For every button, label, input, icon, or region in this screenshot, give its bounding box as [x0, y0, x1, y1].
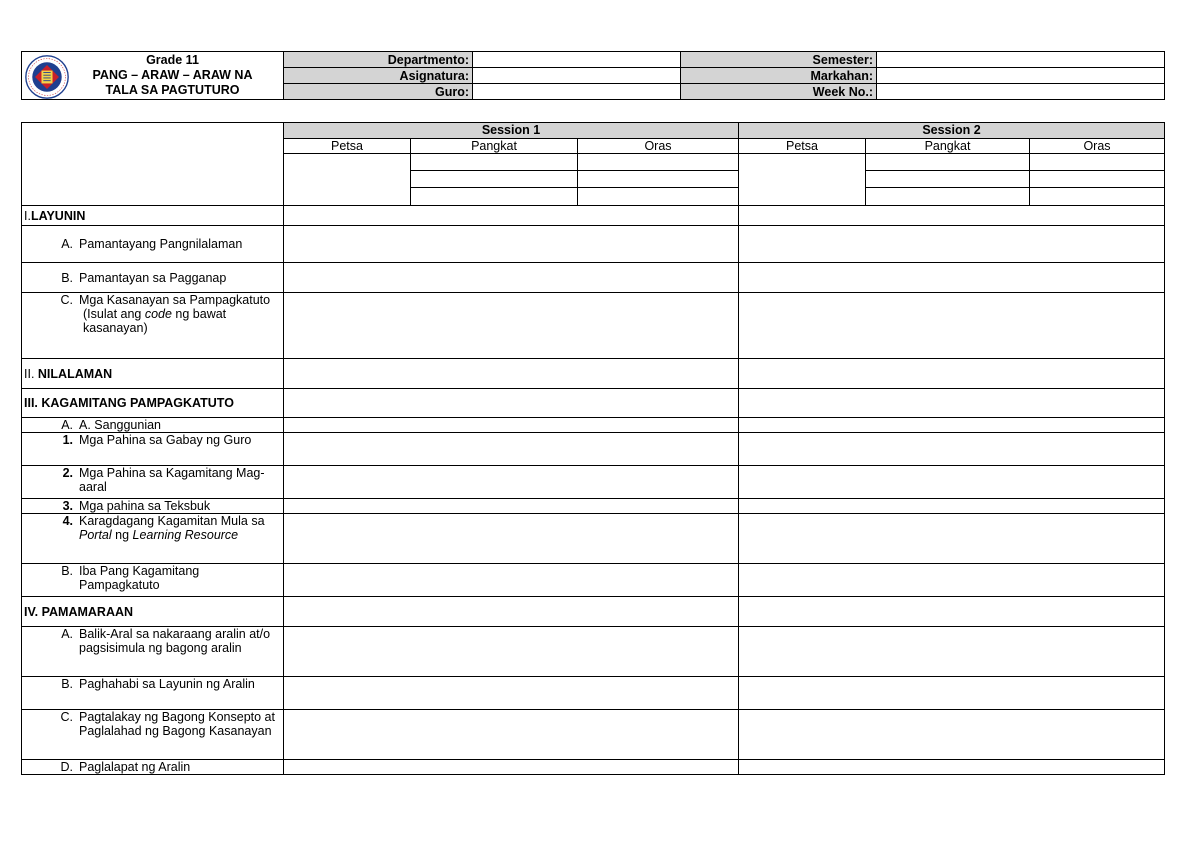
s2-oras-cell[interactable]: [1030, 188, 1165, 206]
session1-cell[interactable]: [284, 433, 739, 466]
row-sanggunian: A. A. Sanggunian: [22, 418, 284, 433]
week-label: Week No.:: [681, 84, 877, 100]
session1-cell[interactable]: [284, 206, 739, 226]
s1-oras-cell[interactable]: [578, 154, 739, 171]
row-pamantayan-sa-pagganap: B. Pamantayan sa Pagganap: [22, 263, 284, 293]
s2-oras-header: Oras: [1030, 139, 1165, 154]
title-block: [22, 52, 284, 100]
subject-label: Asignatura:: [284, 68, 473, 84]
s1-oras-cell[interactable]: [578, 188, 739, 206]
session2-cell[interactable]: [739, 499, 1165, 514]
session1-cell[interactable]: [284, 514, 739, 564]
session2-cell[interactable]: [739, 677, 1165, 710]
s1-pangkat-cell[interactable]: [411, 171, 578, 188]
session1-cell[interactable]: [284, 293, 739, 359]
semester-field[interactable]: [877, 52, 1165, 68]
session2-cell[interactable]: [739, 418, 1165, 433]
row-iba-pang-kagamitan: B. Iba Pang Kagamitang Pampagkatuto: [22, 564, 284, 597]
form-title-line2: TALA SA PAGTUTURO: [105, 83, 240, 97]
department-field[interactable]: [473, 52, 681, 68]
session2-cell[interactable]: [739, 710, 1165, 760]
section-pamamaraan: IV. PAMAMARAAN: [22, 597, 284, 627]
teacher-label: Guro:: [284, 84, 473, 100]
session2-cell[interactable]: [739, 597, 1165, 627]
session2-cell[interactable]: [739, 433, 1165, 466]
s2-petsa-header: Petsa: [739, 139, 866, 154]
s1-pangkat-cell[interactable]: [411, 188, 578, 206]
session1-cell[interactable]: [284, 499, 739, 514]
row-balik-aral: A. Balik-Aral sa nakaraang aralin at/o pagsisimula ng bagong aralin: [22, 627, 284, 677]
session1-cell[interactable]: [284, 710, 739, 760]
section-kagamitang: III. KAGAMITANG PAMPAGKATUTO: [22, 389, 284, 418]
row-paghahabi: B. Paghahabi sa Layunin ng Aralin: [22, 677, 284, 710]
session2-cell[interactable]: [739, 226, 1165, 263]
session2-cell[interactable]: [739, 263, 1165, 293]
session1-cell[interactable]: [284, 760, 739, 775]
session2-cell[interactable]: [739, 389, 1165, 418]
s2-oras-cell[interactable]: [1030, 171, 1165, 188]
week-field[interactable]: [877, 84, 1165, 100]
s2-pangkat-cell[interactable]: [866, 154, 1030, 171]
department-label: Departmento:: [284, 52, 473, 68]
grade-label: Grade 11: [146, 53, 199, 67]
s1-pangkat-header: Pangkat: [411, 139, 578, 154]
kasanayan-note: (Isulat ang code ng bawat kasanayan): [83, 307, 227, 335]
row-mga-kasanayan: C. Mga Kasanayan sa Pampagkatuto (Isulat ang code ng bawat kasanayan): [22, 293, 284, 359]
session1-cell[interactable]: [284, 677, 739, 710]
subject-field[interactable]: [473, 68, 681, 84]
session2-cell[interactable]: [739, 564, 1165, 597]
session2-cell[interactable]: [739, 627, 1165, 677]
session1-cell[interactable]: [284, 418, 739, 433]
session1-cell[interactable]: [284, 226, 739, 263]
session1-cell[interactable]: [284, 466, 739, 499]
deped-seal-icon: [24, 54, 70, 100]
header-table: [21, 51, 1165, 100]
row-karagdagang-kagamitan: 4. Karagdagang Kagamitan Mula sa Portal ng Learning Resource: [22, 514, 284, 564]
s2-pangkat-cell[interactable]: [866, 188, 1030, 206]
row-paglalapat: D. Paglalapat ng Aralin: [22, 760, 284, 775]
quarter-label: Markahan:: [681, 68, 877, 84]
session1-cell[interactable]: [284, 597, 739, 627]
quarter-field[interactable]: [877, 68, 1165, 84]
form-title-line1: PANG – ARAW – ARAW NA: [92, 68, 253, 82]
blank-corner-cell: [22, 123, 284, 206]
session2-cell[interactable]: [739, 206, 1165, 226]
row-gabay-ng-guro: 1. Mga Pahina sa Gabay ng Guro: [22, 433, 284, 466]
session1-cell[interactable]: [284, 263, 739, 293]
section-nilalaman: II. NILALAMAN: [22, 359, 284, 389]
semester-label: Semester:: [681, 52, 877, 68]
session1-cell[interactable]: [284, 359, 739, 389]
session2-header: Session 2: [739, 123, 1165, 139]
s2-oras-cell[interactable]: [1030, 154, 1165, 171]
lesson-log-table: [21, 122, 1165, 775]
session2-cell[interactable]: [739, 466, 1165, 499]
session1-header: Session 1: [284, 123, 739, 139]
s2-pangkat-header: Pangkat: [866, 139, 1030, 154]
teacher-field[interactable]: [473, 84, 681, 100]
s2-petsa-cell[interactable]: [739, 154, 866, 206]
section-layunin: I.LAYUNIN: [22, 206, 284, 226]
session1-cell[interactable]: [284, 627, 739, 677]
session2-cell[interactable]: [739, 514, 1165, 564]
row-kagamitang-mag-aaral: 2. Mga Pahina sa Kagamitang Mag-aaral: [22, 466, 284, 499]
session1-cell[interactable]: [284, 389, 739, 418]
row-pagtalakay: C. Pagtalakay ng Bagong Konsepto at Paglalahad ng Bagong Kasanayan: [22, 710, 284, 760]
s1-oras-cell[interactable]: [578, 171, 739, 188]
session2-cell[interactable]: [739, 359, 1165, 389]
s1-petsa-cell[interactable]: [284, 154, 411, 206]
row-teksbuk: 3. Mga pahina sa Teksbuk: [22, 499, 284, 514]
s1-petsa-header: Petsa: [284, 139, 411, 154]
session1-cell[interactable]: [284, 564, 739, 597]
s1-oras-header: Oras: [578, 139, 739, 154]
row-pamantayang-pangnilalaman: A. Pamantayang Pangnilalaman: [22, 226, 284, 263]
s1-pangkat-cell[interactable]: [411, 154, 578, 171]
session2-cell[interactable]: [739, 293, 1165, 359]
s2-pangkat-cell[interactable]: [866, 171, 1030, 188]
session2-cell[interactable]: [739, 760, 1165, 775]
